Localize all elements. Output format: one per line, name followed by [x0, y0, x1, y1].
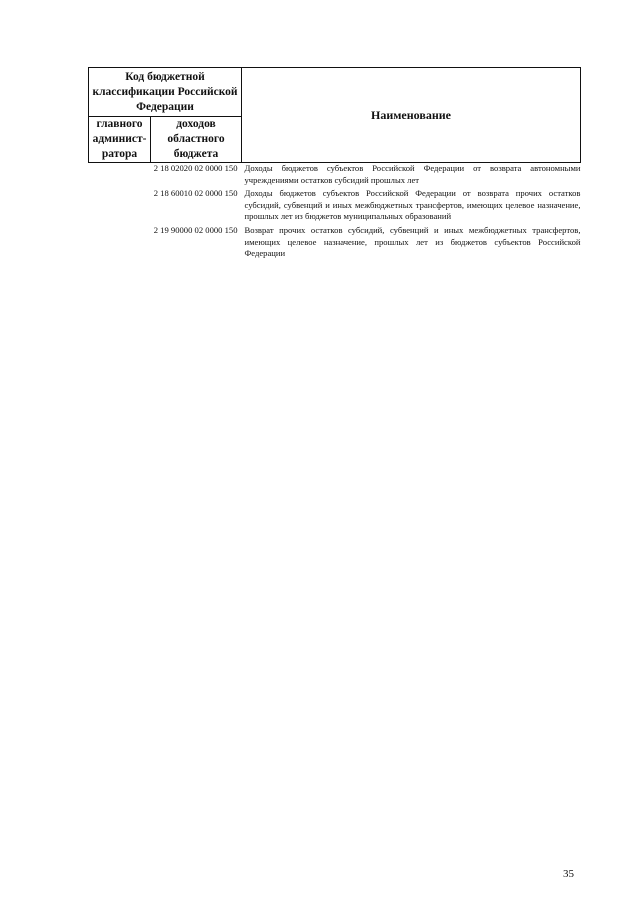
budget-classification-table	[88, 67, 581, 262]
revenue-column-header: доходов областного бюджета	[151, 117, 242, 163]
code-cell: 2 18 02020 02 0000 150	[153, 163, 238, 173]
description-cell: Доходы бюджетов субъектов Российской Федерации от возврата прочих остатков субсидий, субвенций и иных межбюджетных трансфертов, имеющих целевое назначение, прошлых лет из бюджетов муниципальных образований	[244, 188, 581, 222]
admin-cell	[89, 225, 151, 262]
admin-cell	[89, 188, 151, 225]
budget-code-header: Код бюджетной классификации Российской Федерации	[89, 68, 242, 117]
page-number: 35	[563, 868, 574, 880]
table-header	[89, 68, 581, 163]
code-cell: 2 19 90000 02 0000 150	[153, 224, 238, 235]
description-cell: Возврат прочих остатков субсидий, субвенций и иных межбюджетных трансфертов, имеющих целевое назначение, прошлых лет из бюджетов субъектов Российской Федерации	[244, 224, 581, 259]
table-row	[89, 225, 581, 262]
table-row	[89, 163, 581, 189]
name-header: Наименование	[242, 68, 581, 163]
table-body	[89, 163, 581, 262]
table-row	[89, 188, 581, 225]
admin-cell	[89, 163, 151, 189]
description-cell: Доходы бюджетов субъектов Российской Федерации от возврата автономными учреждениями остатков субсидий прошлых лет	[244, 163, 581, 185]
admin-column-header: главного админист-ратора	[89, 117, 151, 163]
code-cell: 2 18 60010 02 0000 150	[153, 188, 238, 199]
